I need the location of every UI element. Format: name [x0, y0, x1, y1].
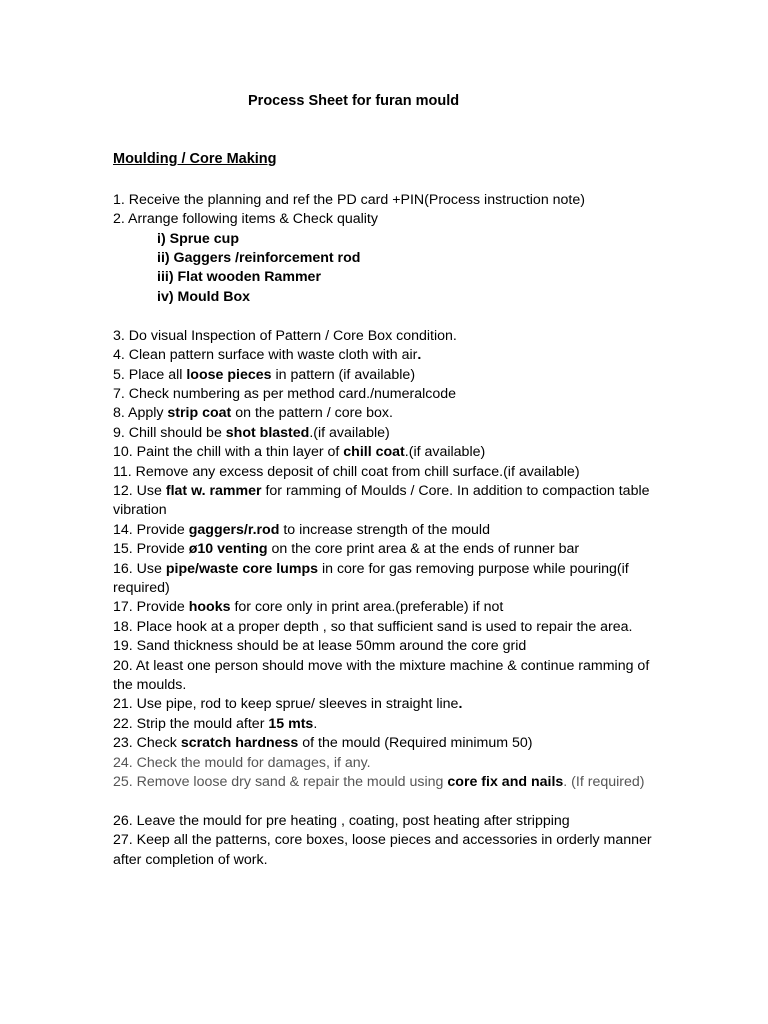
item-text: 19. Sand thickness should be at lease 50mm around the core grid — [113, 638, 527, 654]
item-text: 7. Check numbering as per method card./numeralcode — [113, 386, 457, 402]
item-text: 9. Chill should be — [113, 425, 226, 441]
list-item — [113, 618, 633, 637]
item-text: ii) Gaggers /reinforcement rod — [157, 250, 361, 266]
item-text: 14. Provide — [113, 522, 189, 538]
emphasized-text: . — [458, 696, 463, 712]
item-text: 15. Provide — [113, 541, 189, 557]
emphasized-text: pipe/waste core lumps — [165, 561, 319, 577]
item-text: 23. Check — [113, 735, 181, 751]
list-item — [113, 676, 186, 695]
item-text: after completion of work. — [113, 852, 268, 868]
list-item — [113, 210, 378, 229]
item-text: in core for gas removing purpose while pouring(if — [318, 561, 629, 577]
item-text: i) Sprue cup — [157, 231, 239, 247]
list-item — [113, 579, 170, 598]
item-text: in pattern (if available) — [271, 367, 416, 383]
item-text: 17. Provide — [113, 599, 189, 615]
item-text: .(if available) — [404, 444, 486, 460]
item-text: . — [313, 716, 318, 732]
item-text: of the mould (Required minimum 50) — [298, 735, 533, 751]
item-text: .(if available) — [309, 425, 390, 441]
item-text: 1. Receive the planning and ref the PD card +PIN(Process instruction note) — [113, 192, 585, 208]
emphasized-text: gaggers/r.rod — [188, 522, 280, 538]
item-text: 4. Clean pattern surface with waste cloth with air — [113, 347, 418, 363]
list-item — [113, 327, 457, 346]
list-item — [113, 734, 533, 753]
emphasized-text: loose pieces — [186, 367, 272, 383]
item-text: 21. Use pipe, rod to keep sprue/ sleeves in straight line — [113, 696, 459, 712]
list-item — [113, 657, 649, 676]
list-item — [113, 443, 485, 462]
list-item — [113, 346, 421, 365]
emphasized-text: ø10 venting — [188, 541, 268, 557]
page-title: Process Sheet for furan mould — [248, 93, 460, 109]
list-item — [113, 598, 503, 617]
list-item — [113, 715, 317, 734]
list-item — [113, 754, 371, 773]
emphasized-text: strip coat — [167, 405, 232, 421]
item-text: 11. Remove any excess deposit of chill coat from chill surface.(if available) — [113, 464, 580, 480]
item-text: 16. Use — [113, 561, 166, 577]
list-item — [113, 851, 268, 870]
list-item — [113, 385, 456, 404]
list-item — [113, 424, 390, 443]
item-text: required) — [113, 580, 170, 596]
list-item — [113, 482, 650, 501]
list-item — [113, 812, 570, 831]
list-item — [113, 191, 585, 210]
item-text: on the pattern / core box. — [231, 405, 393, 421]
emphasized-text: flat w. rammer — [165, 483, 262, 499]
item-text: on the core print area & at the ends of runner bar — [267, 541, 580, 557]
item-text: for ramming of Moulds / Core. In addition to compaction table — [261, 483, 650, 499]
list-item — [113, 463, 580, 482]
item-text: the moulds. — [113, 677, 187, 693]
list-subitem — [157, 230, 239, 249]
emphasized-text: scratch hardness — [180, 735, 299, 751]
item-text: to increase strength of the mould — [279, 522, 490, 538]
item-text: iii) Flat wooden Rammer — [157, 269, 321, 285]
list-item — [113, 501, 167, 520]
item-text: 3. Do visual Inspection of Pattern / Core Box condition. — [113, 328, 457, 344]
item-text: 12. Use — [113, 483, 166, 499]
item-text: vibration — [113, 502, 167, 518]
emphasized-text: hooks — [188, 599, 231, 615]
section-heading: Moulding / Core Making — [113, 151, 277, 167]
list-item — [113, 773, 645, 792]
list-item — [113, 831, 652, 850]
item-text: Check the mould for damages, if any. — [136, 755, 371, 771]
list-item — [113, 540, 579, 559]
item-text: 25. Remove loose dry sand & repair the mould using — [113, 774, 448, 790]
item-text: . (If required) — [563, 774, 645, 790]
item-text: 10. Paint the chill with a thin layer of — [113, 444, 344, 460]
emphasized-text: shot blasted — [225, 425, 310, 441]
item-text: 18. Place hook at a proper depth , so that sufficient sand is used to repair the area. — [113, 619, 633, 635]
emphasized-text: 15 mts — [268, 716, 314, 732]
emphasized-text: core fix and nails — [447, 774, 564, 790]
item-text: 22. Strip the mould after — [113, 716, 269, 732]
emphasized-text: chill coat — [343, 444, 405, 460]
list-item — [113, 695, 462, 714]
item-text: 26. Leave the mould for pre heating , coating, post heating after stripping — [113, 813, 570, 829]
item-text: iv) Mould Box — [157, 289, 251, 305]
list-subitem — [157, 268, 321, 287]
list-subitem — [157, 288, 250, 307]
item-text: 20. At least one person should move with the mixture machine & continue ramming of — [113, 658, 650, 674]
item-text: 5. Place all — [113, 367, 187, 383]
list-item — [113, 521, 490, 540]
item-text: 24. — [113, 755, 137, 771]
item-text: 2. Arrange following items & Check quality — [113, 211, 378, 227]
list-item — [113, 560, 629, 579]
item-text: 8. Apply — [113, 405, 168, 421]
list-subitem — [157, 249, 360, 268]
emphasized-text: . — [417, 347, 422, 363]
list-item — [113, 366, 415, 385]
item-text: for core only in print area.(preferable) if not — [230, 599, 504, 615]
list-item — [113, 404, 393, 423]
item-text: 27. Keep all the patterns, core boxes, loose pieces and accessories in orderly manner — [113, 832, 652, 848]
list-item — [113, 637, 526, 656]
